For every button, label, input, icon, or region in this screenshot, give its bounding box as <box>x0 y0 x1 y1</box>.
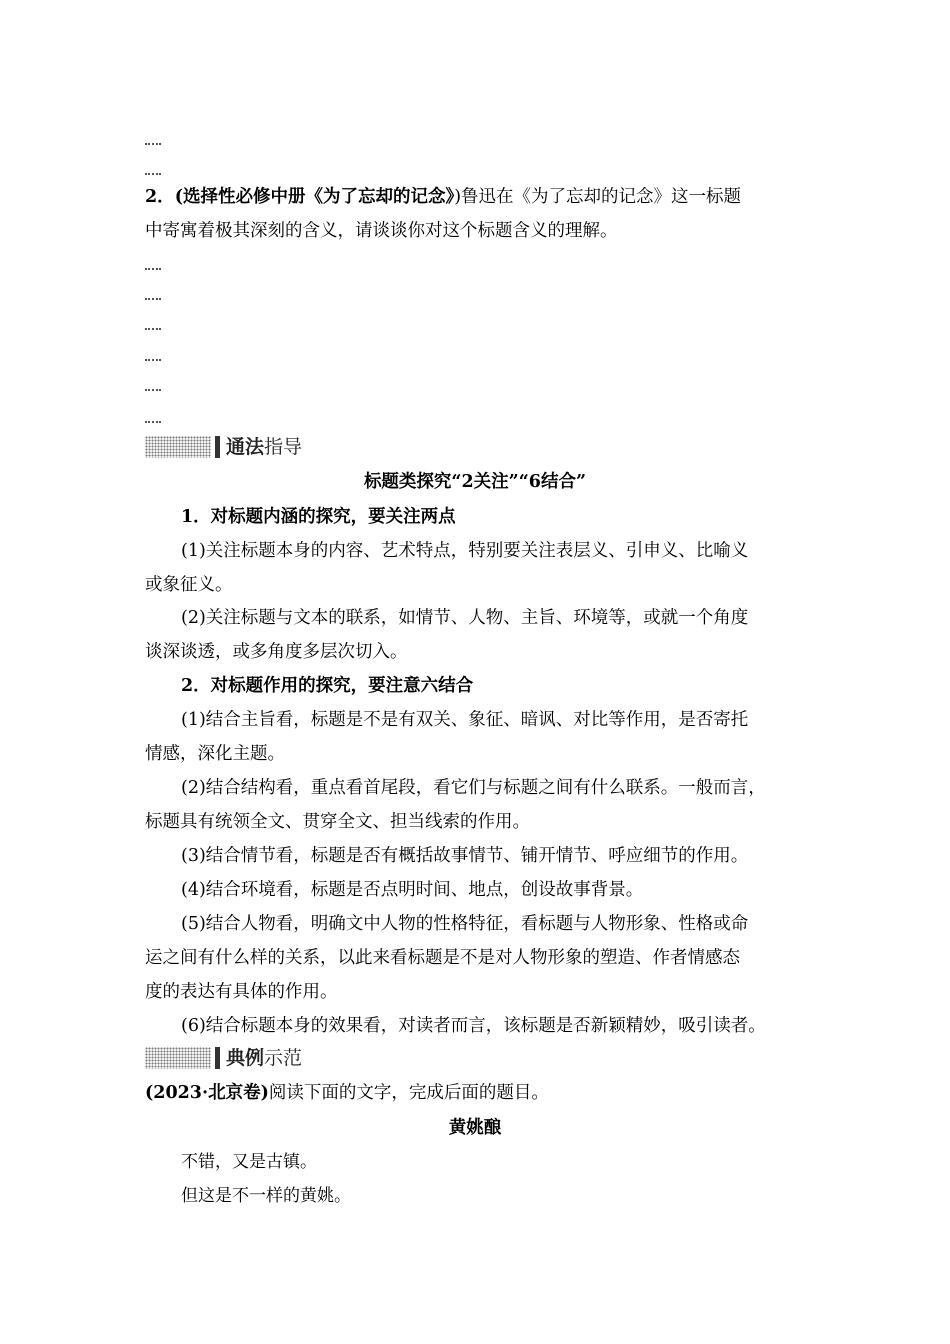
point-1-item-2-line-2: 谈深谈透，或多角度多层次切入。 <box>145 642 408 662</box>
point-2-item-2-line-1: (2)结合结构看，重点看首尾段，看它们与标题之间有什么联系。一般而言， <box>181 778 766 798</box>
point-2-item-2-line-2: 标题具有统领全文、贯穿全文、担当线索的作用。 <box>145 812 530 832</box>
answer-blank-line <box>145 359 161 361</box>
question-text: )鲁迅在《为了忘却的记念》这一标题 <box>454 187 742 207</box>
answer-blank-line <box>145 268 161 270</box>
point-2-item-1-line-1: (1)结合主旨看，标题是不是有双关、象征、暗讽、对比等作用，是否寄托 <box>181 710 749 730</box>
point-1-item-1-line-1: (1)关注标题本身的内容、艺术特点，特别要关注表层义、引申义、比喻义 <box>181 541 749 561</box>
question-2-line-2: 中寄寓着极其深刻的含义，请谈谈你对这个标题含义的理解。 <box>145 221 618 241</box>
answer-blank-line <box>145 389 161 391</box>
point-1-heading: 1．对标题内涵的探究，要关注两点 <box>181 507 456 527</box>
point-1-item-2-line-1: (2)关注标题与文本的联系，如情节、人物、主旨、环境等，或就一个角度 <box>181 608 749 628</box>
answer-blank-line <box>145 328 161 330</box>
hatch-decoration <box>145 436 211 458</box>
point-2-item-3: (3)结合情节看，标题是否有概括故事情节、铺开情节、呼应细节的作用。 <box>181 846 749 866</box>
point-2-item-6: (6)结合标题本身的效果看，对读者而言，该标题是否新颖精妙，吸引读者。 <box>181 1016 766 1036</box>
method-title: 标题类探究“2关注”“6结合” <box>363 472 587 492</box>
section-heading-text: 通法指导 <box>226 436 303 458</box>
example-source: (2023·北京卷) <box>145 1083 269 1103</box>
heading-bar-marker <box>215 436 220 458</box>
example-instruction <box>145 1082 549 1104</box>
point-2-heading: 2．对标题作用的探究，要注意六结合 <box>181 676 474 696</box>
hatch-decoration <box>145 1047 211 1069</box>
answer-blank-line <box>145 173 161 175</box>
point-2-item-5-line-2: 运之间有什么样的关系，以此来看标题是不是对人物形象的塑造、作者情感态 <box>145 948 740 968</box>
section-heading-example <box>145 1045 302 1071</box>
point-1-item-1-line-2: 或象征义。 <box>145 575 233 595</box>
point-2-item-1-line-2: 情感，深化主题。 <box>145 744 285 764</box>
passage-title: 黄姚酿 <box>448 1118 502 1138</box>
answer-blank-line <box>145 143 161 145</box>
passage-line-2: 但这是不一样的黄姚。 <box>181 1186 351 1206</box>
point-2-item-5-line-1: (5)结合人物看，明确文中人物的性格特征，看标题与人物形象、性格或命 <box>181 914 749 934</box>
section-heading-general-method <box>145 434 302 460</box>
point-2-item-4: (4)结合环境看，标题是否点明时间、地点，创设故事背景。 <box>181 880 644 900</box>
example-instruction-text: 阅读下面的文字，完成后面的题目。 <box>268 1083 549 1103</box>
question-number: 2． <box>145 187 175 207</box>
answer-blank-line <box>145 298 161 300</box>
question-2-line-1 <box>145 186 741 208</box>
heading-bar-marker <box>215 1047 220 1069</box>
passage-line-1: 不错，又是古镇。 <box>181 1152 317 1172</box>
question-source: (选择性必修中册《为了忘却的记念》 <box>174 187 455 207</box>
section-heading-text: 典例示范 <box>226 1047 303 1069</box>
answer-blank-line <box>145 421 161 423</box>
point-2-item-5-line-3: 度的表达有具体的作用。 <box>145 982 338 1002</box>
